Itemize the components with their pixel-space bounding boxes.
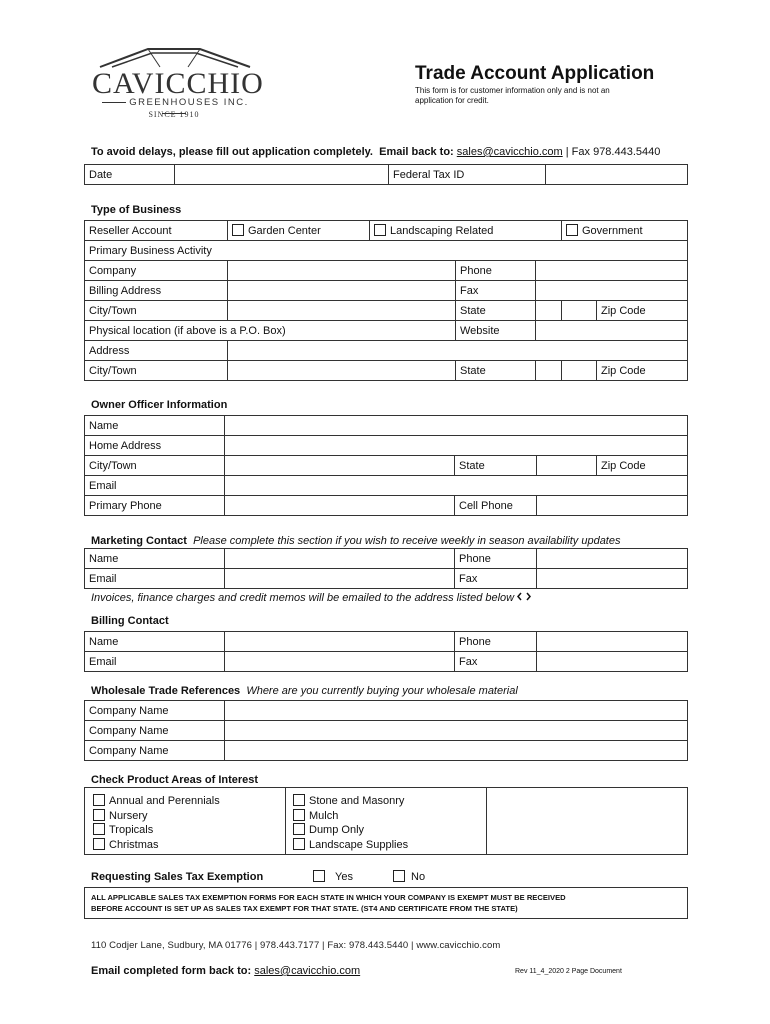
owner-name-field[interactable] [225,416,688,436]
billing-fax-label: Fax [455,652,537,672]
marketing-phone-field[interactable] [537,549,688,569]
exemption-notice-line1: ALL APPLICABLE SALES TAX EXEMPTION FORMS FOR EACH STATE IN WHICH YOUR COMPANY IS EXEMPT MUST BE RECEIVED [91,893,566,902]
footer-email-label: Email completed form back to: [91,965,252,977]
product-label: Landscape Supplies [309,838,409,851]
billing-name-field[interactable] [225,632,455,652]
exemption-yes-option[interactable] [313,870,353,883]
zip-label-text: Zip Code [601,304,646,317]
product-label: Tropicals [109,824,154,836]
billing-address-field[interactable] [228,281,456,301]
date-field[interactable] [175,165,389,185]
billing-email-label: Email [85,652,225,672]
address-label: Address [85,341,228,361]
owner-email-label: Email [85,476,225,496]
product-areas-box [84,787,688,855]
exemption-no-checkbox[interactable] [393,870,405,882]
intro-email-label: Email back to: [379,146,454,158]
city2-label: City/Town [85,361,228,381]
product-checkbox[interactable] [93,823,105,835]
garden-center-option[interactable] [228,221,370,241]
invoice-note [91,592,531,604]
website-field[interactable] [536,321,688,341]
garden-center-label: Garden Center [248,225,321,237]
marketing-email-label: Email [85,569,225,589]
product-label: Annual and Perennials [109,795,220,807]
zip2-spacer [562,361,597,381]
owner-state-label: State [455,456,537,476]
product-label: Stone and Masonry [309,795,405,807]
reference-1-field[interactable] [225,701,688,721]
tax-id-field[interactable] [546,165,688,185]
date-label: Date [85,165,175,185]
government-checkbox[interactable] [566,224,578,236]
exemption-no-option[interactable] [393,870,425,883]
marketing-fax-label: Fax [455,569,537,589]
page-title: Trade Account Application [415,63,655,84]
product-option[interactable] [93,838,220,853]
landscaping-option[interactable] [370,221,562,241]
business-table [84,220,688,381]
owner-email-field[interactable] [225,476,688,496]
marketing-table [84,548,688,589]
address-field[interactable] [228,341,688,361]
state2-field[interactable] [536,361,562,381]
exemption-no-label: No [411,871,426,883]
section-owner-officer: Owner Officer Information [91,399,228,411]
marketing-fax-field[interactable] [537,569,688,589]
marketing-phone-label: Phone [455,549,537,569]
company-logo [90,45,264,120]
company-field[interactable] [228,261,456,281]
physical-location-field[interactable] [370,321,456,341]
reference-3-field[interactable] [225,741,688,761]
reference-2-label: Company Name [85,721,225,741]
section-marketing-contact [91,535,620,547]
billing-phone-field[interactable] [537,632,688,652]
product-label: Dump Only [309,824,365,836]
product-option[interactable] [293,823,408,838]
marketing-email-field[interactable] [225,569,455,589]
marketing-name-field[interactable] [225,549,455,569]
government-option[interactable] [562,221,688,241]
product-checkbox[interactable] [93,809,105,821]
sales-tax-heading: Requesting Sales Tax Exemption [91,871,264,883]
fax-field[interactable] [536,281,688,301]
primary-activity-row[interactable] [85,241,688,261]
product-option[interactable] [293,794,408,809]
owner-cell-field[interactable] [537,496,688,516]
city-field[interactable] [228,301,456,321]
double-arrow-icon [517,592,531,604]
references-table [84,700,688,761]
section-billing-contact: Billing Contact [91,615,169,627]
section-product-areas: Check Product Areas of Interest [91,774,259,786]
zip2-label: Zip Code [601,364,646,377]
logo-since: SINCE 1910 [148,110,200,119]
owner-name-label: Name [85,416,225,436]
intro-text: To avoid delays, please fill out application completely. [91,146,373,158]
billing-phone-label: Phone [455,632,537,652]
product-checkbox[interactable] [93,838,105,850]
product-checkbox[interactable] [293,838,305,850]
page-subtitle: This form is for customer information only and is not an application for credit. [415,86,610,105]
garden-center-checkbox[interactable] [232,224,244,236]
city-label: City/Town [85,301,228,321]
reference-1-label: Company Name [85,701,225,721]
billing-table [84,631,688,672]
zip-cell[interactable] [597,301,688,321]
intro-email-link[interactable]: sales@cavicchio.com [456,146,563,158]
owner-phone-label: Primary Phone [85,496,225,516]
owner-city-label: City/Town [85,456,225,476]
exemption-yes-checkbox[interactable] [313,870,325,882]
government-label: Government [582,225,643,237]
state-label: State [456,301,536,321]
owner-zip-cell[interactable] [597,456,688,476]
section-type-of-business: Type of Business [91,204,182,216]
owner-home-label: Home Address [85,436,225,456]
owner-home-field[interactable] [225,436,688,456]
product-label: Mulch [309,809,339,822]
owner-phone-field[interactable] [225,496,455,516]
owner-table [84,415,688,516]
exemption-notice-line2: BEFORE ACCOUNT IS SET UP AS SALES TAX EXEMPT FOR THAT STATE. (ST4 AND CERTIFICATE FROM THE STATE) [91,904,518,913]
intro-line [91,146,660,158]
footer-email-line [91,965,360,977]
product-col-2 [293,794,408,852]
revision-note: Rev 11_4_2020 2 Page Document [515,968,622,975]
landscaping-label: Landscaping Related [390,225,494,237]
product-checkbox[interactable] [293,794,305,806]
logo-subtitle: GREENHOUSES INC. [90,97,258,119]
references-note: Where are you currently buying your wholesale material [246,685,518,697]
product-label: Nursery [109,809,148,822]
exemption-yes-label: Yes [335,871,353,883]
physical-location-label: Physical location (if above is a P.O. Box) [85,321,370,341]
state2-label: State [456,361,536,381]
owner-zip-label: Zip Code [601,459,646,472]
zip-label [562,301,597,321]
company-label: Company [85,261,228,281]
tax-id-label: Federal Tax ID [389,165,546,185]
zip2-cell[interactable] [597,361,688,381]
phone-field[interactable] [536,261,688,281]
date-tax-table [84,164,688,185]
product-option[interactable] [293,838,408,853]
product-checkbox[interactable] [93,794,105,806]
reference-3-label: Company Name [85,741,225,761]
product-checkbox[interactable] [293,823,305,835]
product-label: Christmas [109,838,159,851]
fax-label: Fax [456,281,536,301]
owner-city-field[interactable] [225,456,455,476]
website-label: Website [456,321,536,341]
footer-address: 110 Codjer Lane, Sudbury, MA 01776 | 978.443.7177 | Fax: 978.443.5440 | www.cavicchio.com [91,940,501,951]
intro-fax: | Fax 978.443.5440 [565,146,661,158]
primary-activity-label: Primary Business Activity [89,244,212,257]
billing-name-label: Name [85,632,225,652]
marketing-heading: Marketing Contact [91,535,187,547]
exemption-notice [84,887,688,919]
phone-label: Phone [456,261,536,281]
marketing-note: Please complete this section if you wish to receive weekly in season availability updates [193,535,621,547]
billing-fax-field[interactable] [537,652,688,672]
product-col-1 [93,794,220,852]
footer-email-link[interactable]: sales@cavicchio.com [254,965,361,977]
owner-state-field[interactable] [537,456,597,476]
product-checkbox[interactable] [293,809,305,821]
city2-field[interactable] [228,361,456,381]
product-option[interactable] [293,809,408,824]
billing-address-label: Billing Address [85,281,228,301]
section-trade-references [91,685,518,697]
product-option[interactable] [93,823,220,838]
billing-email-field[interactable] [225,652,455,672]
owner-cell-label: Cell Phone [455,496,537,516]
reseller-label: Reseller Account [85,221,228,241]
landscaping-checkbox[interactable] [374,224,386,236]
logo-name: CAVICCHIO [92,67,264,100]
reference-2-field[interactable] [225,721,688,741]
references-heading: Wholesale Trade References [91,685,241,697]
state-field[interactable] [536,301,562,321]
product-option[interactable] [93,809,220,824]
product-option[interactable] [93,794,220,809]
marketing-name-label: Name [85,549,225,569]
invoice-note-text: Invoices, finance charges and credit memos will be emailed to the address listed below [91,592,515,604]
